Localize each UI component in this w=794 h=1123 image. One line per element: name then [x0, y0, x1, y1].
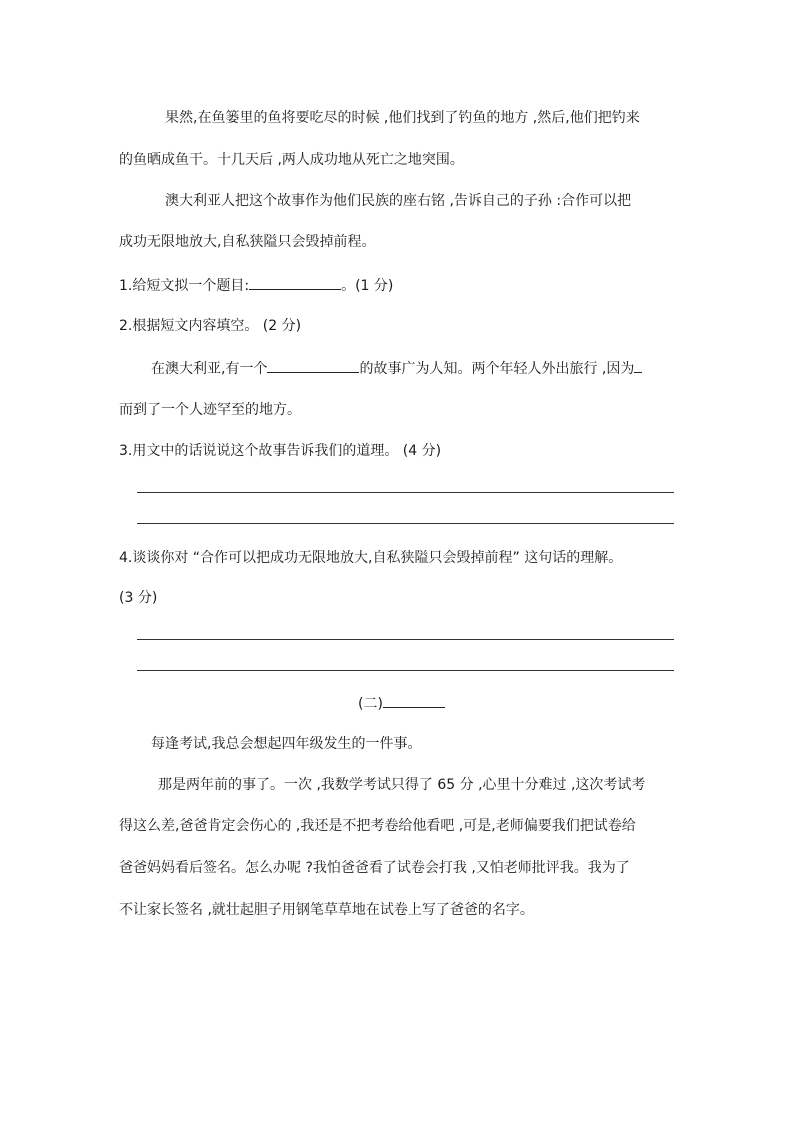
answer-line-q3-2[interactable]: [137, 523, 674, 524]
question-2: 2.根据短文内容填空。 (2 分): [119, 318, 302, 334]
question-2-fill-line-2: 而到了一个人迹罕至的地方。: [119, 402, 301, 418]
answer-line-q3-1[interactable]: [137, 492, 674, 493]
fill-text-b: 的故事广为人知。两个年轻人外出旅行 ,因为: [359, 361, 635, 377]
story-type-blank[interactable]: [267, 358, 359, 373]
answer-line-q4-1[interactable]: [137, 639, 674, 640]
title-answer-blank[interactable]: [249, 275, 341, 290]
section-2-paragraph-line-3: 爸爸妈妈看后签名。怎么办呢 ?我怕爸爸看了试卷会打我 ,又怕老师批评我。我为了: [119, 860, 630, 876]
section-2-label: (二): [358, 696, 383, 712]
section-2-paragraph-line-4: 不让家长签名 ,就壮起胆子用钢笔草草地在试卷上写了爸爸的名字。: [119, 902, 534, 918]
section-2-title-blank[interactable]: [383, 693, 445, 708]
answer-line-q4-2[interactable]: [137, 670, 674, 671]
question-1: [119, 275, 393, 296]
question-4-line-1: 4.谈谈你对 “合作可以把成功无限地放大,自私狭隘只会毁掉前程” 这句话的理解。: [119, 550, 623, 566]
question-4-line-2: (3 分): [119, 590, 158, 606]
question-1-text: 1.给短文拟一个题目:: [119, 278, 250, 294]
passage-paragraph-1-line-2: 的鱼晒成鱼干。十几天后 ,两人成功地从死亡之地突围。: [119, 152, 464, 168]
section-2-heading: [358, 693, 445, 714]
section-2-sentence-1: 每逢考试,我总会想起四年级发生的一件事。: [151, 736, 422, 752]
passage-paragraph-1-line-1: 果然,在鱼篓里的鱼将要吃尽的时候 ,他们找到了钓鱼的地方 ,然后,他们把钓来: [165, 110, 640, 126]
reason-blank[interactable]: [634, 358, 642, 373]
question-1-score: 。(1 分): [341, 278, 394, 294]
passage-paragraph-2-line-1: 澳大利亚人把这个故事作为他们民族的座右铭 ,告诉自己的子孙 :合作可以把: [165, 193, 632, 209]
section-2-paragraph-line-2: 得这么差,爸爸肯定会伤心的 ,我还是不把考卷给他看吧 ,可是,老师偏要我们把试卷给: [119, 818, 636, 834]
section-2-paragraph-line-1: 那是两年前的事了。一次 ,我数学考试只得了 65 分 ,心里十分难过 ,这次考试考: [158, 777, 646, 793]
question-3: 3.用文中的话说说这个故事告诉我们的道理。 (4 分): [119, 443, 442, 459]
fill-text-a: 在澳大利亚,有一个: [151, 361, 268, 377]
passage-paragraph-2-line-2: 成功无限地放大,自私狭隘只会毁掉前程。: [119, 234, 376, 250]
question-2-fill-line: [151, 358, 642, 379]
